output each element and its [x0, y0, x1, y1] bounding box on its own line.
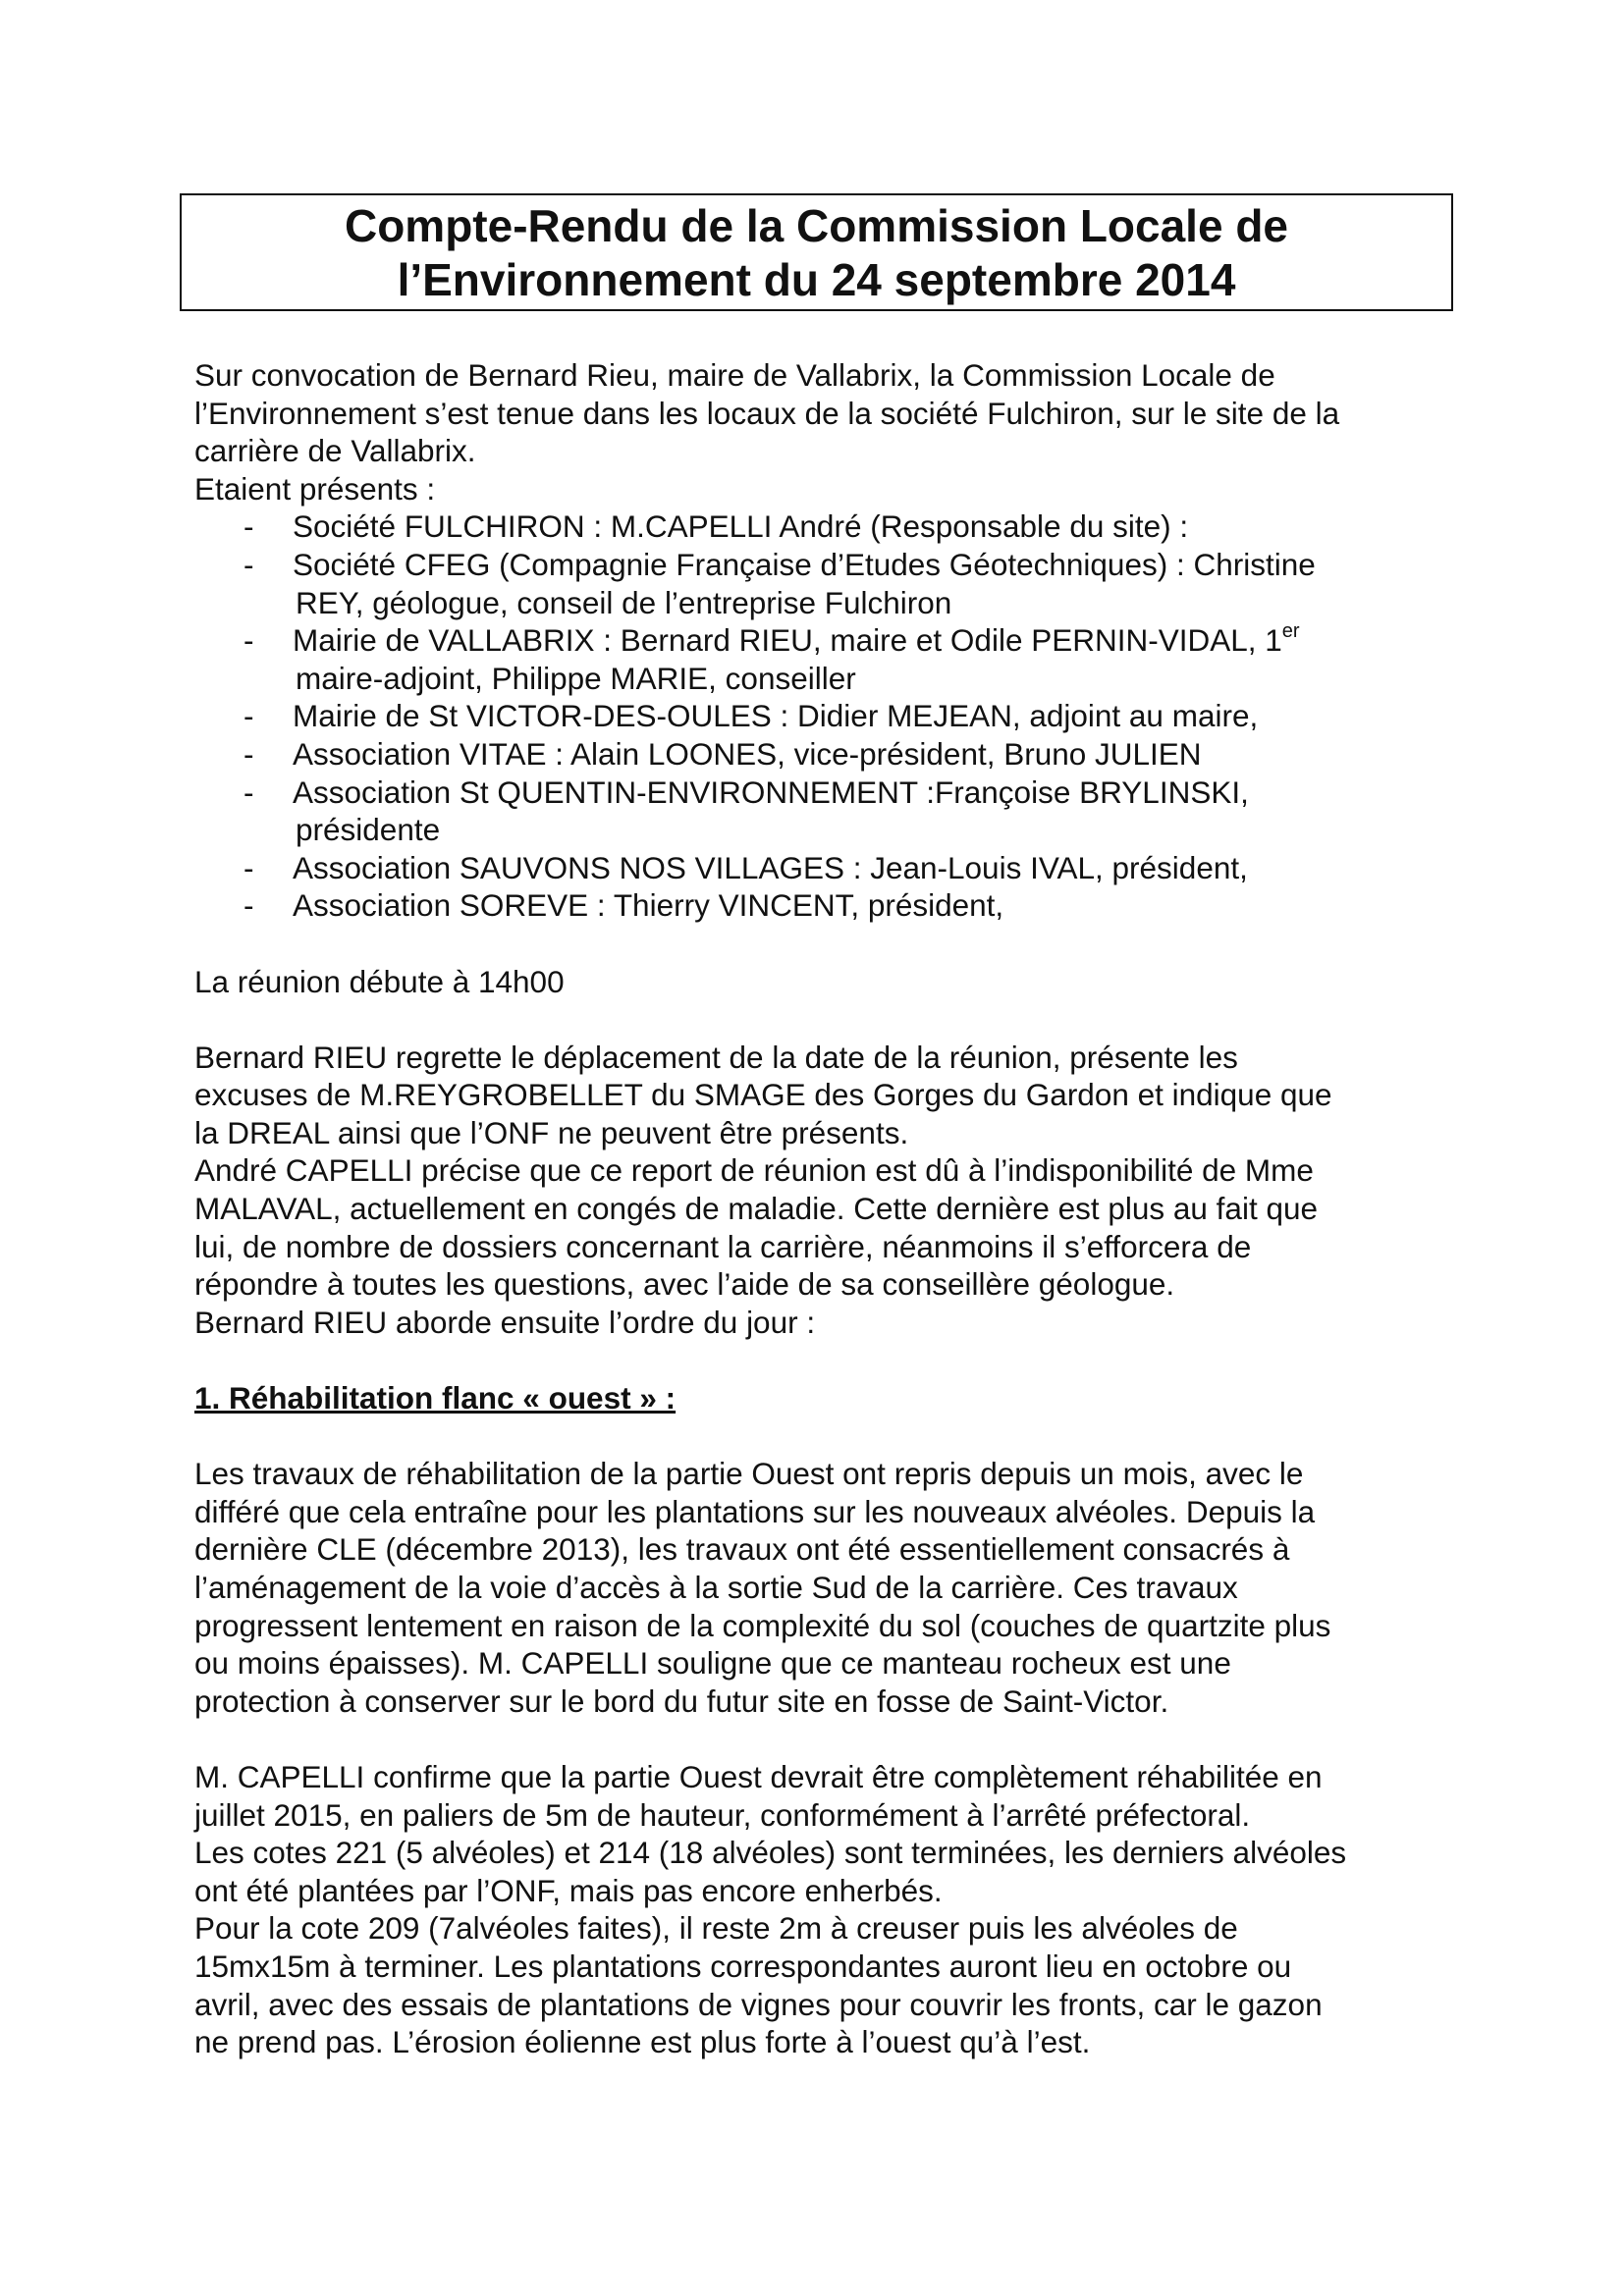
list-item [194, 886, 1471, 925]
spacer [194, 1341, 1471, 1379]
text-line: carrière de Vallabrix. [194, 433, 476, 469]
text-line: Bernard RIEU aborde ensuite l’ordre du jour : [194, 1304, 816, 1340]
spacer [194, 1417, 1471, 1456]
text-line: répondre à toutes les questions, avec l’aide de sa conseillère géologue. [194, 1266, 1175, 1303]
text-line: l’aménagement de la voie d’accès à la sortie Sud de la carrière. Ces travaux [194, 1570, 1238, 1605]
text-line: Bernard RIEU regrette le déplacement de la date de la réunion, présente les [194, 1039, 1238, 1075]
list-item-continuation: présidente [296, 812, 441, 848]
text-line: juillet 2015, en paliers de 5m de hauteur, conformément à l’arrêté préfectoral. [194, 1796, 1251, 1833]
section-heading: 1. Réhabilitation flanc « ouest » : [194, 1380, 677, 1416]
text-line: protection à conserver sur le bord du futur site en fosse de Saint-Victor. [194, 1682, 1169, 1719]
list-item-continuation: REY, géologue, conseil de l’entreprise Fulchiron [296, 584, 952, 620]
text-line: avril, avec des essais de plantations de vignes pour couvrir les fronts, car le gazon [194, 1986, 1323, 2022]
list-item-text: Mairie de St VICTOR-DES-OULES : Didier MEJEAN, adjoint au maire, [293, 698, 1259, 734]
list-item-text: Société CFEG (Compagnie Française d’Etudes Géotechniques) : Christine [293, 546, 1316, 582]
title-line-1: Compte-Rendu de la Commission Locale de [344, 200, 1289, 251]
list-item [194, 774, 1471, 849]
text-line: 15mx15m à terminer. Les plantations correspondantes auront lieu en octobre ou [194, 1948, 1292, 1984]
text-line: MALAVAL, actuellement en congés de maladie. Cette dernière est plus au fait que [194, 1191, 1319, 1227]
list-item-text: Association St QUENTIN-ENVIRONNEMENT :Françoise BRYLINSKI, [293, 774, 1249, 810]
text-line: dernière CLE (décembre 2013), les travaux ont été essentiellement consacrés à [194, 1531, 1290, 1568]
list-item [194, 621, 1471, 697]
list-dash: - [244, 849, 254, 885]
document-title-box [180, 193, 1453, 311]
list-dash: - [244, 622, 254, 659]
paragraph [194, 1455, 1471, 1720]
text-line: ont été plantées par l’ONF, mais pas encore enherbés. [194, 1872, 943, 1908]
list-dash: - [244, 735, 254, 772]
text-line: l’Environnement s’est tenue dans les locaux de la société Fulchiron, sur le site de la [194, 395, 1340, 431]
list-item-continuation: maire-adjoint, Philippe MARIE, conseiller [296, 660, 856, 696]
list-item [194, 735, 1471, 774]
list-item-text: Association SAUVONS NOS VILLAGES : Jean-Louis IVAL, président, [293, 849, 1248, 885]
list-item-text: Association VITAE : Alain LOONES, vice-président, Bruno JULIEN [293, 735, 1202, 772]
list-item-text: Mairie de VALLABRIX : Bernard RIEU, maire et Odile PERNIN-VIDAL, 1 [293, 622, 1282, 659]
text-line: différé que cela entraîne pour les plantations sur les nouveaux alvéoles. Depuis la [194, 1493, 1316, 1529]
list-dash: - [244, 774, 254, 810]
list-dash: - [244, 546, 254, 582]
text-line: excuses de M.REYGROBELLET du SMAGE des Gorges du Gardon et indique que [194, 1077, 1332, 1113]
text-line: M. CAPELLI confirme que la partie Ouest devrait être complètement réhabilitée en [194, 1758, 1323, 1794]
text-line: Les cotes 221 (5 alvéoles) et 214 (18 alvéoles) sont terminées, les derniers alvéoles [194, 1835, 1347, 1871]
meeting-start: La réunion débute à 14h00 [194, 963, 565, 999]
text-line: Sur convocation de Bernard Rieu, maire de Vallabrix, la Commission Locale de [194, 357, 1275, 393]
text-line: Pour la cote 209 (7alvéoles faites), il reste 2m à creuser puis les alvéoles de [194, 1910, 1238, 1947]
list-item [194, 546, 1471, 621]
text-line: Les travaux de réhabilitation de la partie Ouest ont repris depuis un mois, avec le [194, 1456, 1304, 1492]
paragraph [194, 1039, 1471, 1342]
paragraph [194, 1758, 1471, 2061]
text-line: André CAPELLI précise que ce report de réunion est dû à l’indisponibilité de Mme [194, 1152, 1314, 1189]
list-dash: - [244, 508, 254, 545]
present-label: Etaient présents : [194, 470, 436, 507]
list-item [194, 697, 1471, 735]
superscript: er [1281, 620, 1300, 643]
attendees-list [194, 507, 1471, 925]
text-line: lui, de nombre de dossiers concernant la carrière, néanmoins il s’efforcera de [194, 1228, 1252, 1264]
text-line: progressent lentement en raison de la complexité du sol (couches de quartzite plus [194, 1607, 1331, 1643]
spacer [194, 925, 1471, 963]
text-line: ou moins épaisses). M. CAPELLI souligne que ce manteau rocheux est une [194, 1645, 1231, 1682]
spacer [194, 1720, 1471, 1758]
list-item-text: Association SOREVE : Thierry VINCENT, président, [293, 887, 1004, 924]
spacer [194, 1000, 1471, 1039]
text-line: ne prend pas. L’érosion éolienne est plus forte à l’ouest qu’à l’est. [194, 2024, 1091, 2060]
text-line: la DREAL ainsi que l’ONF ne peuvent être présents. [194, 1114, 909, 1150]
list-item [194, 507, 1471, 546]
list-item [194, 849, 1471, 887]
title-line-2: l’Environnement du 24 septembre 2014 [397, 254, 1236, 305]
intro-paragraph [194, 356, 1471, 507]
list-dash: - [244, 698, 254, 734]
list-dash: - [244, 887, 254, 924]
list-item-text: Société FULCHIRON : M.CAPELLI André (Responsable du site) : [293, 508, 1189, 545]
document-body [194, 356, 1471, 2061]
